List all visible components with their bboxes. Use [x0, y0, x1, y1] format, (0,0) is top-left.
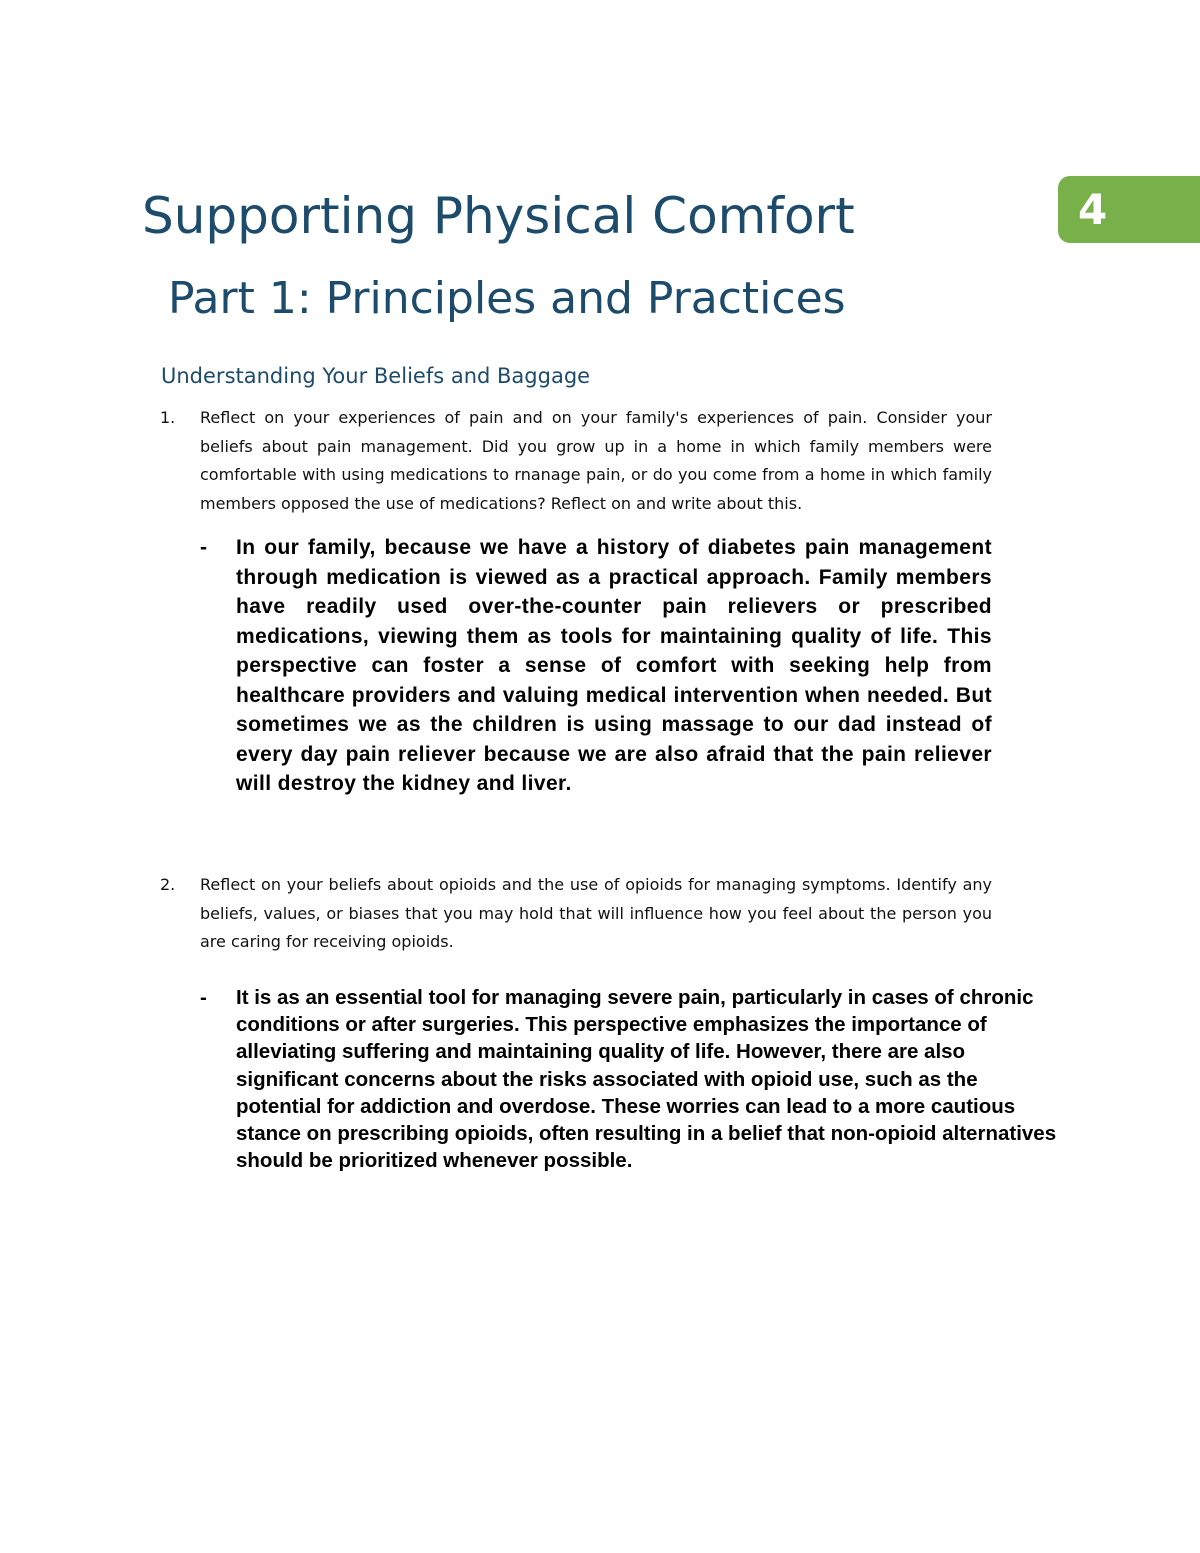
answer-bullet: - [200, 986, 207, 1009]
question-number: 2. [160, 875, 176, 894]
section-heading: Understanding Your Beliefs and Baggage [161, 364, 591, 388]
question-text: Reflect on your beliefs about opioids and the use of opioids for managing symptoms. Identify any beliefs, values, or biases that you may hold that will influence how you feel about the person you are caring for receiving opioids. [200, 875, 992, 952]
answer-text: In our family, because we have a history of diabetes pain management through medication is viewed as a practical approach. Family members have readily used over-the-counter pain relievers or prescribed medications, viewing them as tools for maintaining quality of life. This perspective can foster a sense of comfort with seeking help from healthcare providers and valuing medical intervention when needed. But sometimes we as the children is using massage to our dad instead of every day pain reliever because we are also afraid that the pain reliever will destroy the kidney and liver. [236, 536, 992, 795]
answer-text: It is as an essential tool for managing severe pain, particularly in cases of chronic conditions or after surgeries. This perspective emphasizes the importance of alleviating suffering and maintaining quality of life. However, there are also significant concerns about the risks associated with opioid use, such as the potential for addiction and overdose. These worries can lead to a more cautious stance on prescribing opioids, often resulting in a belief that non-opioid alternatives should be prioritized whenever possible. [236, 986, 1057, 1173]
answer-2 [200, 984, 1060, 1174]
answer-1 [200, 533, 992, 799]
question-number: 1. [160, 408, 176, 427]
page-title: Supporting Physical Comfort [142, 187, 855, 245]
question-2 [160, 871, 992, 957]
page-subtitle: Part 1: Principles and Practices [168, 273, 846, 324]
question-text: Reflect on your experiences of pain and on your family's experiences of pain. Consider your beliefs about pain management. Did you grow up in a home in which family members were comfortable with using medications to rnanage pain, or do you come from a home in which family members opposed the use of medications? Reflect on and write about this. [200, 408, 992, 514]
chapter-number-tab [1058, 176, 1200, 243]
question-1 [160, 404, 992, 519]
answer-bullet: - [200, 536, 208, 559]
chapter-number: 4 [1078, 184, 1108, 234]
